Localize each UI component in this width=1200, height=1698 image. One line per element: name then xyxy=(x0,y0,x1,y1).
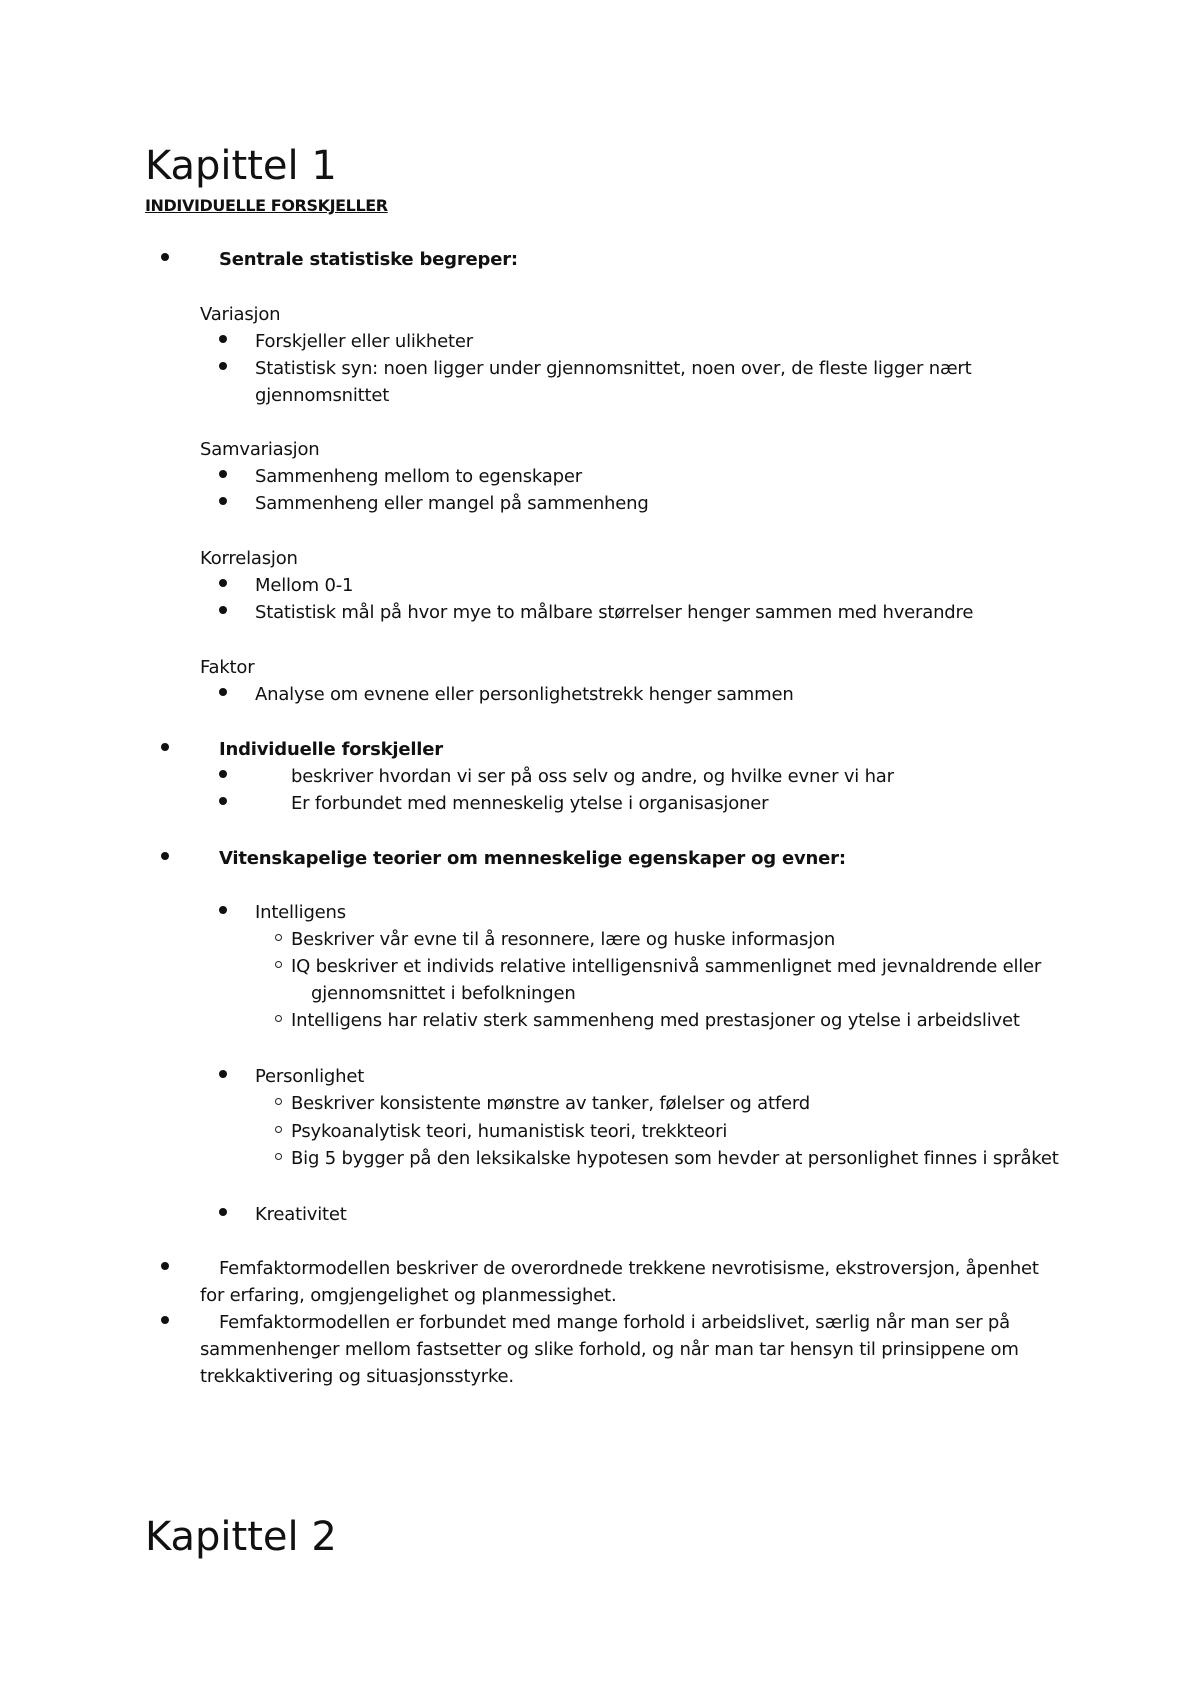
femfaktor-paragraph-2-line-3: trekkaktivering og situasjonsstyrke. xyxy=(200,1366,514,1387)
faktor-label: Faktor xyxy=(200,657,255,678)
vitenskap-heading: Vitenskapelige teorier om menneskelige egenskaper og evner: xyxy=(219,848,846,869)
intelligens-label: Intelligens xyxy=(255,902,346,923)
femfaktor-paragraph-2-line-1: Femfaktormodellen er forbundet med mange forhold i arbeidslivet, særlig når man ser på xyxy=(219,1312,1010,1333)
individuelle-item: Er forbundet med menneskelig ytelse i organisasjoner xyxy=(291,793,769,814)
variasjon-label: Variasjon xyxy=(200,304,281,325)
bullet-icon xyxy=(161,743,169,751)
bullet-icon xyxy=(161,1262,169,1270)
korrelasjon-item: Statistisk mål på hvor mye to målbare størrelser henger sammen med hverandre xyxy=(255,602,974,623)
bullet-icon xyxy=(219,470,227,478)
kreativitet-label: Kreativitet xyxy=(255,1204,347,1225)
bullet-icon xyxy=(219,606,227,614)
section-heading: INDIVIDUELLE FORSKJELLER xyxy=(145,196,388,215)
bullet-icon xyxy=(219,906,227,914)
bullet-icon xyxy=(161,852,169,860)
bullet-icon xyxy=(219,497,227,505)
circle-bullet-icon xyxy=(275,1126,282,1133)
personlighet-item: Psykoanalytisk teori, humanistisk teori, trekkteori xyxy=(291,1121,728,1142)
samvariasjon-item: Sammenheng mellom to egenskaper xyxy=(255,466,582,487)
korrelasjon-item: Mellom 0-1 xyxy=(255,575,354,596)
personlighet-label: Personlighet xyxy=(255,1066,365,1087)
bullet-icon xyxy=(219,335,227,343)
individuelle-heading: Individuelle forskjeller xyxy=(219,739,443,760)
circle-bullet-icon xyxy=(275,934,282,941)
variasjon-item-continued: gjennomsnittet xyxy=(255,385,390,406)
bullet-icon xyxy=(219,770,227,778)
femfaktor-paragraph-1-line-1: Femfaktormodellen beskriver de overordnede trekkene nevrotisisme, ekstroversjon, åpenhet xyxy=(219,1258,1039,1279)
personlighet-item: Big 5 bygger på den leksikalske hypotesen som hevder at personlighet finnes i språket xyxy=(291,1148,1059,1169)
intelligens-item: Intelligens har relativ sterk sammenheng med prestasjoner og ytelse i arbeidslivet xyxy=(291,1010,1020,1031)
bullet-icon xyxy=(219,1208,227,1216)
intelligens-item: IQ beskriver et individs relative intelligensnivå sammenlignet med jevnaldrende eller xyxy=(291,956,1042,977)
individuelle-item: beskriver hvordan vi ser på oss selv og andre, og hvilke evner vi har xyxy=(291,766,894,787)
intelligens-item: Beskriver vår evne til å resonnere, lære og huske informasjon xyxy=(291,929,836,950)
bullet-icon xyxy=(219,579,227,587)
femfaktor-paragraph-1-line-2: for erfaring, omgjengelighet og planmessighet. xyxy=(200,1285,617,1306)
bullet-icon xyxy=(219,362,227,370)
circle-bullet-icon xyxy=(275,1153,282,1160)
variasjon-item: Forskjeller eller ulikheter xyxy=(255,331,473,352)
circle-bullet-icon xyxy=(275,1098,282,1105)
stats-heading: Sentrale statistiske begreper: xyxy=(219,249,518,270)
bullet-icon xyxy=(219,1070,227,1078)
bullet-icon xyxy=(219,688,227,696)
bullet-icon xyxy=(161,1316,169,1324)
samvariasjon-item: Sammenheng eller mangel på sammenheng xyxy=(255,493,649,514)
bullet-icon xyxy=(161,253,169,261)
samvariasjon-label: Samvariasjon xyxy=(200,439,320,460)
femfaktor-paragraph-2-line-2: sammenhenger mellom fastsetter og slike forhold, og når man tar hensyn til prinsippene om xyxy=(200,1339,1019,1360)
intelligens-item-continued: gjennomsnittet i befolkningen xyxy=(311,983,576,1004)
bullet-icon xyxy=(219,797,227,805)
variasjon-item: Statistisk syn: noen ligger under gjennomsnittet, noen over, de fleste ligger nært xyxy=(255,358,972,379)
circle-bullet-icon xyxy=(275,961,282,968)
chapter-1-title: Kapittel 1 xyxy=(145,143,337,189)
circle-bullet-icon xyxy=(275,1015,282,1022)
faktor-item: Analyse om evnene eller personlighetstrekk henger sammen xyxy=(255,684,794,705)
chapter-2-title: Kapittel 2 xyxy=(145,1514,337,1560)
korrelasjon-label: Korrelasjon xyxy=(200,548,298,569)
personlighet-item: Beskriver konsistente mønstre av tanker, følelser og atferd xyxy=(291,1093,810,1114)
